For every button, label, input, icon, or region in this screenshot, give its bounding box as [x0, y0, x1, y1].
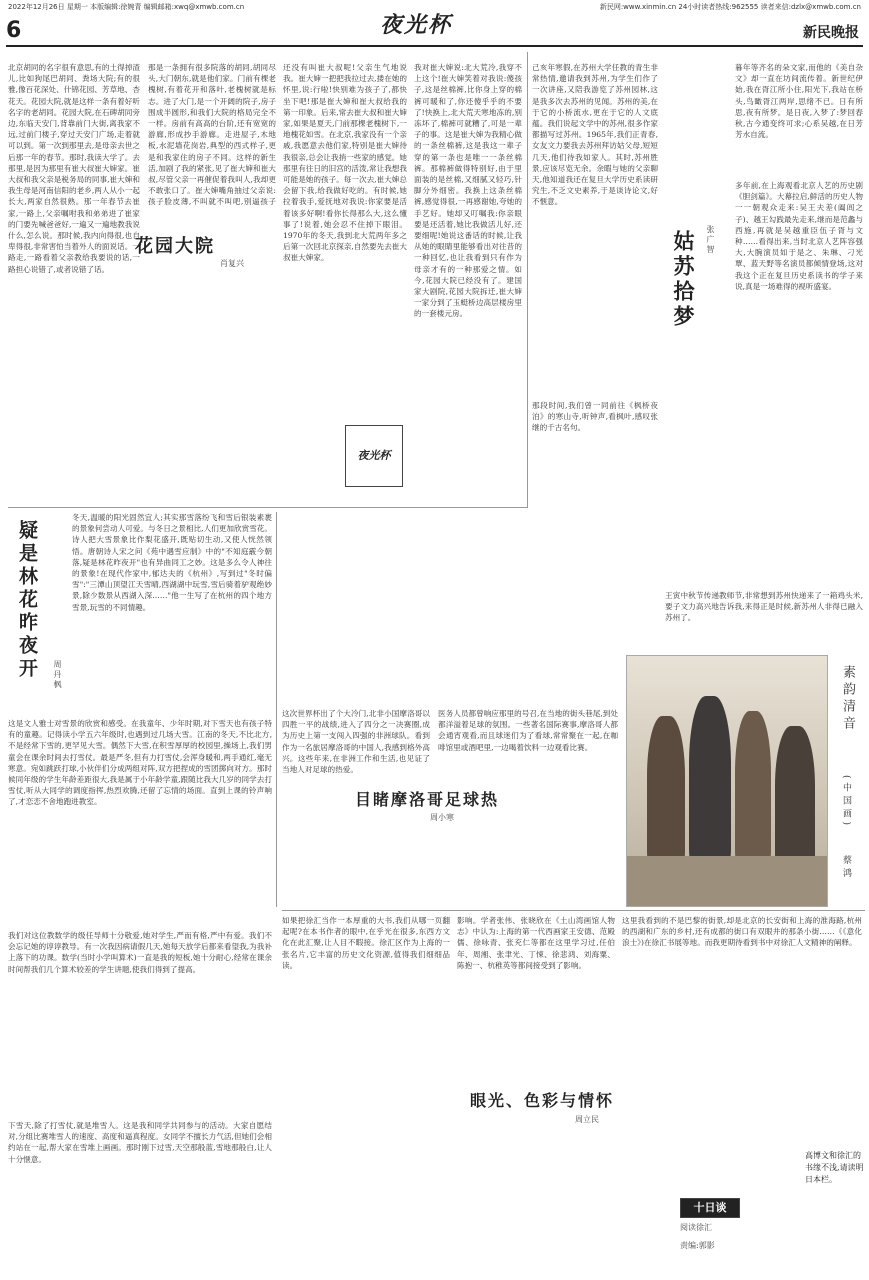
painting-image: [626, 655, 828, 907]
talk-subtitle: 阅读徐汇: [680, 1223, 712, 1232]
garden-col-4: 我对崔大婶说:北大荒冷,我穿不上这个!崔大婶笑着对我说:傻孩子,这是丝棉裤,比你身上穿的棉裤可暖和了,你还傻乎乎的不要了!快换上,北大荒天寒地冻的,别冻坏了,棉裤可就糟了,可是一辈子的事。这是崔大婶为我精心做的一条丝棉裤,这是我这一辈子穿的第一条也是唯一一条丝棉裤。那棉裤做得特别好,由于里面装的是丝棉,又细腻又轻巧,针脚分外细密。我换上这条丝棉裤,感觉得很,一再感谢她,夸她的手艺好。她却又叮嘱我:你亲眼要是还活着,她比我做活儿好,还要细呢!她说这番话的时候,让我从她的眼睛里能够看出对往昔的一种回忆,也让我看到只有作为母亲才有的一种那爱之情。如今,花园大院已经没有了。建国家大剧院,花园大院拆迁,崔大婶一家分到了玉蜓桥边高层楼房里的一套楼元房。: [414, 63, 522, 319]
suzhou-col-3: 暮年等齐名的朵文家,而他的《美自杂文》却一直在坊间流传着。新世纪伊始,我在胥江所小住,阳光下,我站在桥头,鸟瞰胥江两岸,思绪不已。日有所思,夜有所梦。是日夜,入梦了:梦回春秋,古今通变终可求;心系吴越,在日芳芳水自流。: [735, 63, 863, 140]
football-col-2: 医务人员都曾响应那里的号召,在当地的街头巷尾,到处都洋溢着足球的氛围。一些著名国际赛事,摩洛哥人都会通宵观看,而且球迷们为了看球,常常聚在一起,在咖啡馆里或酒吧里,一边喝着饮料一边观看比赛。: [438, 709, 618, 752]
figure-shape: [689, 696, 731, 866]
talk-label: 十日谈: [680, 1198, 740, 1218]
ground-shape: [627, 856, 827, 906]
section-divider: [282, 910, 865, 911]
column-divider: [276, 512, 277, 907]
header-rule: [6, 45, 863, 47]
figure-shape: [647, 716, 685, 866]
vision-col-1: 如果把徐汇当作一本厚重的大书,我们从哪一页翻起呢?在本书作者的眼中,在乎光在很多,东西方文化在此汇聚,让人目不暇接。徐汇区作为上海的一张名片,它丰富的历史文化资源,值得我们细细品读。: [282, 916, 450, 970]
painting-title: 素韵清音: [840, 665, 855, 733]
section-logo: 夜光杯: [345, 425, 403, 487]
vision-col-2: 影响。学者张伟、张晓欣在《土山湾画馆人物志》中认为:上海的第一代西画家王安德、范殿儒、徐咏青、张充仁等都在这里学习过,任伯年、周湘、张聿光、丁悚、徐悲鸿、刘海粟、陈抱一、杭稚英等都间接受到了影响。: [457, 916, 615, 970]
suzhou-col-4: 多年前,在上海观看北京人艺的历史剧《胆剑篇》。大幕拉启,鲜活的历史人物一一朝观众走来:吴王夫差(阖闾之子)、越王勾践最先走来,继而是范蠡与西施,再就是吴越重臣伍子胥与文种……看得出来,当时北京人艺阵容强大,大腕演员如于是之、朱琳、刁光覃、蓝天野等名演员都倾情登场,这对我这个正在复旦历史系读书的学子来说,真是一场难得的视听盛宴。: [735, 181, 863, 291]
suzhou-author: 张广智: [706, 225, 715, 255]
suzhou-col-5: 王寅中秋节传递教师节,非常想到苏州快递来了一箱鸡头米,要子文力高兴地告诉我,来得正是时候,新苏州人非得已融入苏州了。: [665, 591, 863, 623]
column-divider: [527, 52, 528, 507]
football-title: 目睹摩洛哥足球热: [355, 790, 500, 809]
suzhou-col-2: 那段时间,我们曾一同前往《枫桥夜泊》的寒山寺,听钟声,看枫叶,感叹张继的千古名句。: [532, 401, 658, 433]
garden-col-2: 那是一条拥有很多院落的胡同,胡同尽头,大门朝东,就是他们家。门前有棵老槐树,有着花开和落叶,老槐树就是标志。进了大门,是一个开阔的院子,房子围成半圆形,和我们大院的格局完全不一样。房前有高高的台阶,还有宽宽的游廊,形成抄手游廊。走进屋子,木地板,水泥墙花岗岩,典型的西式样子,更是和我家住的房子不同。这样的新生活,加剧了我的紧张,见了崔大婶和崔大叔,尽管父亲一再催促着我叫人,我却更不敢张口了。崔大婶嘴角抽过父亲说:孩子脸皮薄,不叫就不叫吧,别逼孩子: [148, 63, 276, 207]
talk-editor: 责编:郭影: [680, 1241, 715, 1250]
night-author: 周丹枫: [53, 660, 62, 690]
vision-title: 眼光、色彩与情怀: [470, 1091, 615, 1110]
night-col-3: 我们对这位教数学的级任导师十分敬爱,她对学生,严而有格,严中有爱。我们不会忘记她的谆谆教导。有一次我因病请假几天,她每天放学后都来看望我,为我补上落下的功课。数学(当时小学叫算术)一直是我的短板,她十分耐心,经常在课余时间帮我们几个算术较差的学生讲题,使我们得到了提高。: [8, 931, 272, 974]
garden-col-3: 还没有叫崔大叔呢!父亲生气地说我。崔大婶一把把我拉过去,搂在她的怀里,说:行啦!快别难为孩子了,都快坐下吧!那是崔大婶和崔大叔给我的第一印象。后来,常去崔大叔和崔大婶家,如果是夏天,门前那棵老槐树下,一地槐花如雪。在北京,我家没有一个亲戚,我愿意去他们家,特别是崔大婶待我很亲,总会让我捎一些家的感觉。她那里有往日的旧宫的活泼,常让我想我可能是她的孩子。每一次去,崔大婶总会留下我,给我做好吃的。有时候,她拉着我手,爱抚地对我说:你家要是活着该多好啊!看你长得那么大,这么懂事了!说着,她会忍不住掉下眼泪。1970年的冬天,我到北大荒两年多之后第一次回北京探亲,自然要先去崔大叔崔大婶家。: [283, 63, 407, 263]
talk-note: 高博文和徐汇的书缘不浅,请读明日本栏。: [805, 1151, 864, 1184]
garden-col-1: 北京胡同的名字很有意思,有的土得掉渣儿,比如狗尾巴胡同、粪场大院;有的很雅,像百花深处、什锦花园、芳草地、杏花天。花园大院,就是这样一条有着好听名字的老胡同。花园大院,在石碑胡同旁边,东临天安门,背靠前门大街,离我家不远,过前门楼子,穿过天安门广场,走着就可以到。第一次到那里去,是母亲去世之后那一年的春节。那时,我读大学了。去那里,是因为那里有崔大叔崔大婶家。崔大叔和我父亲是税务局的同事,崔大婶和我生母是河南信阳的老乡,两人从小一起长大,两家自然很熟。那一年春节去崔家,一路上,父亲嘱咐我和弟弟进了崔家的门要先喊爸爸好,一遍又一遍地教我说什么,怎么说。那时候,我内向得很,也自卑得很,非常害怕当着外人的面说话。一路走,一路看着父亲教给我要说的话,一路担心说错了,或者说错了话。: [8, 63, 140, 274]
night-title: 疑是林花昨夜开: [16, 520, 38, 681]
football-author: 周小寒: [430, 813, 454, 822]
painting-artist: 蔡鸿: [841, 855, 851, 881]
garden-col-2b: [148, 278, 276, 502]
section-divider: [8, 507, 528, 508]
suzhou-title: 姑苏拾梦: [671, 230, 696, 330]
suzhou-col-1: 己亥年寒假,在苏州大学任教的青生非常热情,邀请我到苏州,为学生们作了一次讲座,又陪我游览了苏州园林,这是我多次去苏州的见闻。苏州的美,在于它的小桥流水,更在于它的人文底蕴。我们说起文学中的苏州,很多作家都描写过苏州。1965年,我们正青春,女友文力要我去苏州拜访姑父母,短短几天,他们待我如家人。其时,苏州胜景,应该尽览无余。余暇与她的父亲聊天,他知道我还在复旦大学历史系读研究生,不乏文史素养,于是谈诗论文,好不惬意。: [532, 63, 658, 207]
date-line: 2022年12月26日 星期一 本版编辑:徐婉青 编辑邮箱:xwq@xmwb.com.cn: [8, 3, 245, 11]
football-col-1: 这次世界杯出了个大冷门,北非小国摩洛哥以四胜一平的战绩,进入了四分之一决赛圈,成为历史上第一支闯入四强的非洲球队。看到作为一名旅居摩洛哥的中国人,我感到格外高兴。这些年来,在非洲工作和生活,也见证了当地人对足球的热爱。: [282, 709, 430, 775]
night-col-1: 冬天,温暖的阳光固然宜人;其实那雪落纷飞和雪后银装素裹的景象何尝动人可爱。与冬日之景相比,人们更加欣赏雪花。诗人把大雪景象比作梨花盛开,既贴切生动,又使人恍然领悟。唐朝诗人宋之问《苑中遇雪应制》中的"不知庭霰今朝落,疑是林花昨夜开"也有异曲同工之妙。这是多么令人神往的景象!在现代作家中,郁达夫的《杭州》,写到过"冬时偏雪":"三潭山顶望江天雪晴,西湖湖中玩雪,雪后骑着驴观绝妙景,除少数景从西湖入深……"他一生写了在杭州的四个地方雪景,玩雪的不同情趣。: [72, 513, 272, 612]
football-intro: [282, 512, 522, 692]
page-number: 6: [6, 18, 22, 43]
vision-col-3: 这里我看到的不是巴黎的街景,却是北京的长安街和上海的淮海路,杭州的西湖和广东的乡村,还有成都的街口有双眼井的那条小街……《《意化浪士》)在徐汇书展等地。而我更期待看到书中对徐汇人文精神的阐释。: [622, 916, 862, 948]
section-masthead: 夜光杯: [380, 12, 453, 38]
contact-line: 新民网:www.xinmin.cn 24小时读者热线:962555 读者来信:dzlx@xmwb.com.cn: [599, 3, 861, 11]
figure-shape: [735, 711, 771, 866]
painting-medium: (中国画): [841, 775, 851, 830]
garden-author: 肖复兴: [220, 259, 244, 268]
garden-title: 花园大院: [135, 236, 215, 257]
figure-shape: [775, 726, 815, 876]
night-col-2: 这是文人雅士对雪景的欣赏和感受。在我童年、少年时期,对下雪天也有孩子特有的童趣。记得读小学五六年级时,也遇到过几场大雪。江南的冬天,不比北方,不是经常下雪的,更罕见大雪。偶然下大雪,在积雪厚厚的校园里,操场上,我们男童会在课余时间去打雪仗。最是严冬,但有力打雪仗,会浑身暖和,两手通红,毫无寒意。宛如跳跃打球,小伙伴们分成两组对阵,双方把捏成的雪团掷向对方。那时候同年级的学生年龄差距很大,我是属于小年龄学童,跟随比我大几岁的同学去打雪仗,听从大同学的调度指挥,热烈欢腾,还留了忘情的场面。直到上课的铃声响了,才恋恋不舍地跑进教室。: [8, 719, 272, 807]
vision-author: 周立民: [575, 1115, 599, 1124]
page-header: [0, 0, 869, 46]
night-col-4: 下雪天,除了打雪仗,就是堆雪人。这是我和同学共同参与的活动。大家自愿结对,分组比赛堆雪人的速度、高度和逼真程度。女同学不擅长力气活,但她们会相约站在一起,帮大家在雪堆上画画。那时刚下过雪,天空那般蓝,雪地那般白,让人十分惬意。: [8, 1121, 272, 1164]
paper-name: 新民晚报: [803, 25, 859, 41]
